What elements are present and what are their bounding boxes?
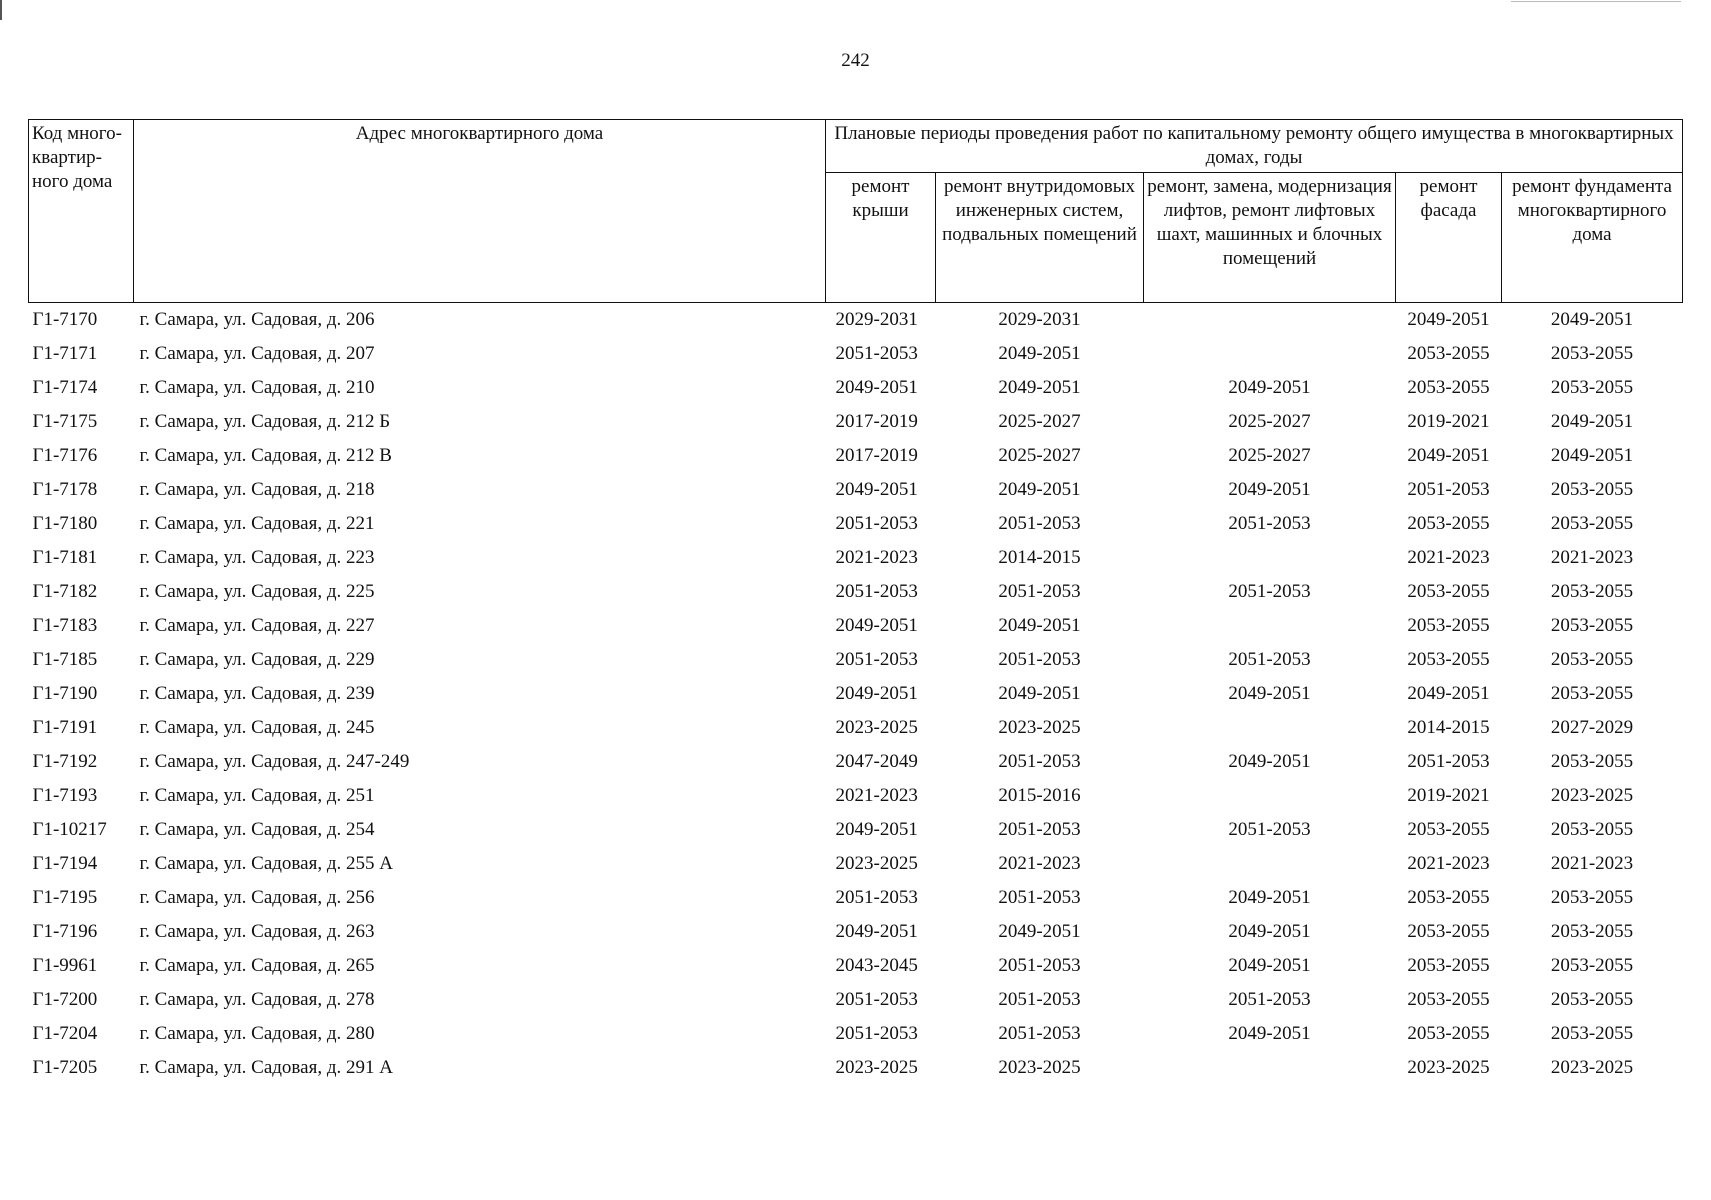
cell-elevators-period: 2049-2051	[1228, 377, 1311, 398]
header-elevators: ремонт, замена, модернизация лифтов, ремонт лифтовых шахт, машинных и блочных помещений	[1144, 173, 1396, 303]
cell-address: г. Самара, ул. Садовая, д. 210	[139, 377, 375, 398]
table-body	[29, 303, 1683, 1086]
cell-systems-period: 2051-2053	[998, 751, 1081, 772]
cell-address: г. Самара, ул. Садовая, д. 251	[139, 785, 375, 806]
cell-code: Г1-7196	[32, 921, 98, 942]
cell-roof-period: 2049-2051	[835, 377, 918, 398]
cell-elevators-period: 2025-2027	[1228, 411, 1311, 432]
cell-address: г. Самара, ул. Садовая, д. 227	[139, 615, 375, 636]
cell-address: г. Самара, ул. Садовая, д. 247-249	[139, 751, 410, 772]
cell-code: Г1-7194	[32, 853, 98, 874]
cell-elevators-period: 2049-2051	[1228, 479, 1311, 500]
table-row	[29, 303, 1683, 338]
cell-foundation-period: 2053-2055	[1550, 955, 1634, 976]
cell-address: г. Самара, ул. Садовая, д. 254	[139, 819, 375, 840]
cell-address: г. Самара, ул. Садовая, д. 218	[139, 479, 375, 500]
cell-elevators-period: 2049-2051	[1228, 683, 1311, 704]
cell-facade-period: 2053-2055	[1407, 343, 1490, 364]
cell-elevators-period	[1144, 847, 1396, 881]
cell-systems-period: 2049-2051	[998, 377, 1081, 398]
cell-address: г. Самара, ул. Садовая, д. 225	[139, 581, 375, 602]
cell-roof-period: 2043-2045	[835, 955, 918, 976]
cell-address: г. Самара, ул. Садовая, д. 207	[139, 343, 375, 364]
cell-roof-period: 2021-2023	[835, 785, 918, 806]
cell-foundation-period: 2027-2029	[1550, 717, 1634, 738]
cell-foundation-period: 2053-2055	[1550, 479, 1634, 500]
cell-foundation-period: 2053-2055	[1550, 343, 1634, 364]
cell-foundation-period: 2049-2051	[1550, 445, 1634, 466]
cell-address: г. Самара, ул. Садовая, д. 263	[139, 921, 375, 942]
cell-roof-period: 2049-2051	[835, 921, 918, 942]
cell-facade-period: 2053-2055	[1407, 921, 1490, 942]
table-row	[29, 813, 1683, 847]
table-row	[29, 711, 1683, 745]
cell-code: Г1-7174	[32, 377, 98, 398]
cell-facade-period: 2019-2021	[1407, 785, 1490, 806]
cell-code: Г1-7185	[32, 649, 98, 670]
cell-elevators-period: 2051-2053	[1228, 819, 1311, 840]
header-systems: ремонт внутридомовых инженерных систем, подвальных помещений	[936, 173, 1144, 303]
cell-systems-period: 2023-2025	[998, 1057, 1081, 1078]
cell-code: Г1-7191	[32, 717, 98, 738]
cell-facade-period: 2053-2055	[1407, 955, 1490, 976]
header-roof: ремонт крыши	[826, 173, 936, 303]
cell-systems-period: 2051-2053	[998, 955, 1081, 976]
cell-elevators-period: 2051-2053	[1228, 513, 1311, 534]
cell-roof-period: 2049-2051	[835, 819, 918, 840]
cell-foundation-period: 2049-2051	[1550, 309, 1634, 330]
cell-roof-period: 2051-2053	[835, 513, 918, 534]
cell-code: Г1-7204	[32, 1023, 98, 1044]
table-row	[29, 677, 1683, 711]
cell-foundation-period: 2053-2055	[1550, 615, 1634, 636]
table-row	[29, 881, 1683, 915]
cell-code: Г1-7193	[32, 785, 98, 806]
cell-facade-period: 2049-2051	[1407, 309, 1490, 330]
cell-systems-period: 2051-2053	[998, 581, 1081, 602]
cell-foundation-period: 2053-2055	[1550, 751, 1634, 772]
cell-code: Г1-7175	[32, 411, 98, 432]
cell-systems-period: 2051-2053	[998, 513, 1081, 534]
cell-code: Г1-7178	[32, 479, 98, 500]
cell-systems-period: 2049-2051	[998, 343, 1081, 364]
cell-elevators-period	[1144, 779, 1396, 813]
cell-foundation-period: 2053-2055	[1550, 819, 1634, 840]
table-row	[29, 643, 1683, 677]
cell-systems-period: 2014-2015	[998, 547, 1081, 568]
cell-facade-period: 2053-2055	[1407, 887, 1490, 908]
cell-roof-period: 2023-2025	[835, 1057, 918, 1078]
cell-facade-period: 2053-2055	[1407, 615, 1490, 636]
cell-code: Г1-7205	[32, 1057, 98, 1078]
cell-address: г. Самара, ул. Садовая, д. 221	[139, 513, 375, 534]
cell-facade-period: 2023-2025	[1407, 1057, 1490, 1078]
cell-address: г. Самара, ул. Садовая, д. 256	[139, 887, 375, 908]
cell-address: г. Самара, ул. Садовая, д. 265	[139, 955, 375, 976]
cell-address: г. Самара, ул. Садовая, д. 278	[139, 989, 375, 1010]
cell-systems-period: 2051-2053	[998, 1023, 1081, 1044]
cell-code: Г1-7192	[32, 751, 98, 772]
cell-systems-period: 2021-2023	[998, 853, 1081, 874]
cell-roof-period: 2051-2053	[835, 649, 918, 670]
cell-code: Г1-9961	[32, 955, 98, 976]
cell-foundation-period: 2053-2055	[1550, 887, 1634, 908]
cell-facade-period: 2053-2055	[1407, 1023, 1490, 1044]
cell-foundation-period: 2053-2055	[1550, 1023, 1634, 1044]
header-planned-periods: Плановые периоды проведения работ по капитальному ремонту общего имущества в многоквартирных домах, годы	[826, 120, 1683, 173]
cell-address: г. Самара, ул. Садовая, д. 291 А	[139, 1057, 393, 1078]
header-address: Адрес многоквартирного дома	[134, 120, 826, 303]
table-row	[29, 983, 1683, 1017]
cell-elevators-period: 2025-2027	[1228, 445, 1311, 466]
cell-facade-period: 2014-2015	[1407, 717, 1490, 738]
cell-address: г. Самара, ул. Садовая, д. 206	[139, 309, 375, 330]
cell-systems-period: 2025-2027	[998, 411, 1081, 432]
cell-foundation-period: 2053-2055	[1550, 989, 1634, 1010]
table-row	[29, 541, 1683, 575]
cell-code: Г1-7171	[32, 343, 98, 364]
cell-facade-period: 2053-2055	[1407, 377, 1490, 398]
header-foundation: ремонт фундамента многоквартирного дома	[1502, 173, 1683, 303]
cell-foundation-period: 2021-2023	[1550, 547, 1634, 568]
cell-facade-period: 2021-2023	[1407, 547, 1490, 568]
cell-address: г. Самара, ул. Садовая, д. 280	[139, 1023, 375, 1044]
cell-facade-period: 2051-2053	[1407, 479, 1490, 500]
cell-roof-period: 2049-2051	[835, 615, 918, 636]
table-row	[29, 405, 1683, 439]
cell-foundation-period: 2023-2025	[1550, 785, 1634, 806]
cell-elevators-period: 2051-2053	[1228, 989, 1311, 1010]
cell-address: г. Самара, ул. Садовая, д. 229	[139, 649, 375, 670]
cell-roof-period: 2023-2025	[835, 717, 918, 738]
cell-facade-period: 2049-2051	[1407, 683, 1490, 704]
cell-facade-period: 2049-2051	[1407, 445, 1490, 466]
cell-facade-period: 2053-2055	[1407, 581, 1490, 602]
cell-facade-period: 2051-2053	[1407, 751, 1490, 772]
cell-code: Г1-7195	[32, 887, 98, 908]
cell-code: Г1-7180	[32, 513, 98, 534]
repair-schedule-table	[28, 119, 1683, 1085]
cell-foundation-period: 2049-2051	[1550, 411, 1634, 432]
page-number: 242	[841, 50, 870, 71]
table-row	[29, 575, 1683, 609]
scan-edge-line	[1511, 1, 1681, 2]
cell-roof-period: 2049-2051	[835, 479, 918, 500]
table-row	[29, 371, 1683, 405]
cell-systems-period: 2029-2031	[998, 309, 1081, 330]
table-row	[29, 949, 1683, 983]
header-code: Код много-квартир-ного дома	[29, 120, 134, 303]
cell-roof-period: 2029-2031	[835, 309, 918, 330]
cell-elevators-period	[1144, 1051, 1396, 1085]
cell-foundation-period: 2053-2055	[1550, 581, 1634, 602]
cell-systems-period: 2051-2053	[998, 819, 1081, 840]
cell-code: Г1-7190	[32, 683, 98, 704]
table-row	[29, 779, 1683, 813]
scan-edge-mark	[0, 0, 2, 20]
cell-code: Г1-10217	[32, 819, 107, 840]
cell-foundation-period: 2021-2023	[1550, 853, 1634, 874]
cell-systems-period: 2025-2027	[998, 445, 1081, 466]
cell-elevators-period: 2049-2051	[1228, 887, 1311, 908]
cell-roof-period: 2051-2053	[835, 343, 918, 364]
cell-code: Г1-7176	[32, 445, 98, 466]
cell-roof-period: 2023-2025	[835, 853, 918, 874]
cell-code: Г1-7183	[32, 615, 98, 636]
cell-facade-period: 2021-2023	[1407, 853, 1490, 874]
cell-roof-period: 2047-2049	[835, 751, 918, 772]
cell-systems-period: 2049-2051	[998, 683, 1081, 704]
cell-address: г. Самара, ул. Садовая, д. 239	[139, 683, 375, 704]
cell-roof-period: 2051-2053	[835, 1023, 918, 1044]
table-header	[29, 120, 1683, 303]
cell-roof-period: 2051-2053	[835, 887, 918, 908]
cell-facade-period: 2019-2021	[1407, 411, 1490, 432]
cell-facade-period: 2053-2055	[1407, 819, 1490, 840]
cell-address: г. Самара, ул. Садовая, д. 245	[139, 717, 375, 738]
cell-roof-period: 2021-2023	[835, 547, 918, 568]
header-facade: ремонт фасада	[1396, 173, 1502, 303]
table-row	[29, 439, 1683, 473]
cell-foundation-period: 2053-2055	[1550, 683, 1634, 704]
cell-elevators-period	[1144, 337, 1396, 371]
cell-elevators-period: 2049-2051	[1228, 955, 1311, 976]
cell-address: г. Самара, ул. Садовая, д. 223	[139, 547, 375, 568]
table-row	[29, 473, 1683, 507]
table-row	[29, 1017, 1683, 1051]
cell-elevators-period: 2051-2053	[1228, 649, 1311, 670]
table-row	[29, 1051, 1683, 1085]
cell-systems-period: 2049-2051	[998, 479, 1081, 500]
cell-code: Г1-7182	[32, 581, 98, 602]
cell-systems-period: 2051-2053	[998, 887, 1081, 908]
cell-elevators-period: 2049-2051	[1228, 921, 1311, 942]
cell-code: Г1-7181	[32, 547, 98, 568]
cell-roof-period: 2051-2053	[835, 989, 918, 1010]
cell-address: г. Самара, ул. Садовая, д. 212 В	[139, 445, 392, 466]
cell-roof-period: 2017-2019	[835, 445, 918, 466]
cell-systems-period: 2015-2016	[998, 785, 1081, 806]
cell-systems-period: 2023-2025	[998, 717, 1081, 738]
cell-elevators-period	[1144, 303, 1396, 338]
cell-elevators-period	[1144, 609, 1396, 643]
cell-facade-period: 2053-2055	[1407, 989, 1490, 1010]
cell-foundation-period: 2053-2055	[1550, 649, 1634, 670]
cell-code: Г1-7200	[32, 989, 98, 1010]
cell-foundation-period: 2053-2055	[1550, 513, 1634, 534]
table-row	[29, 507, 1683, 541]
cell-foundation-period: 2023-2025	[1550, 1057, 1634, 1078]
cell-systems-period: 2049-2051	[998, 921, 1081, 942]
cell-foundation-period: 2053-2055	[1550, 921, 1634, 942]
cell-code: Г1-7170	[32, 309, 98, 330]
cell-foundation-period: 2053-2055	[1550, 377, 1634, 398]
cell-elevators-period: 2049-2051	[1228, 1023, 1311, 1044]
cell-roof-period: 2049-2051	[835, 683, 918, 704]
cell-address: г. Самара, ул. Садовая, д. 212 Б	[139, 411, 391, 432]
cell-systems-period: 2051-2053	[998, 989, 1081, 1010]
table-row	[29, 847, 1683, 881]
cell-facade-period: 2053-2055	[1407, 513, 1490, 534]
cell-roof-period: 2051-2053	[835, 581, 918, 602]
table-row	[29, 609, 1683, 643]
table-row	[29, 337, 1683, 371]
table-row	[29, 745, 1683, 779]
cell-roof-period: 2017-2019	[835, 411, 918, 432]
cell-elevators-period	[1144, 711, 1396, 745]
cell-elevators-period	[1144, 541, 1396, 575]
cell-elevators-period: 2051-2053	[1228, 581, 1311, 602]
cell-elevators-period: 2049-2051	[1228, 751, 1311, 772]
cell-facade-period: 2053-2055	[1407, 649, 1490, 670]
cell-systems-period: 2051-2053	[998, 649, 1081, 670]
cell-systems-period: 2049-2051	[998, 615, 1081, 636]
table-row	[29, 915, 1683, 949]
cell-address: г. Самара, ул. Садовая, д. 255 А	[139, 853, 393, 874]
